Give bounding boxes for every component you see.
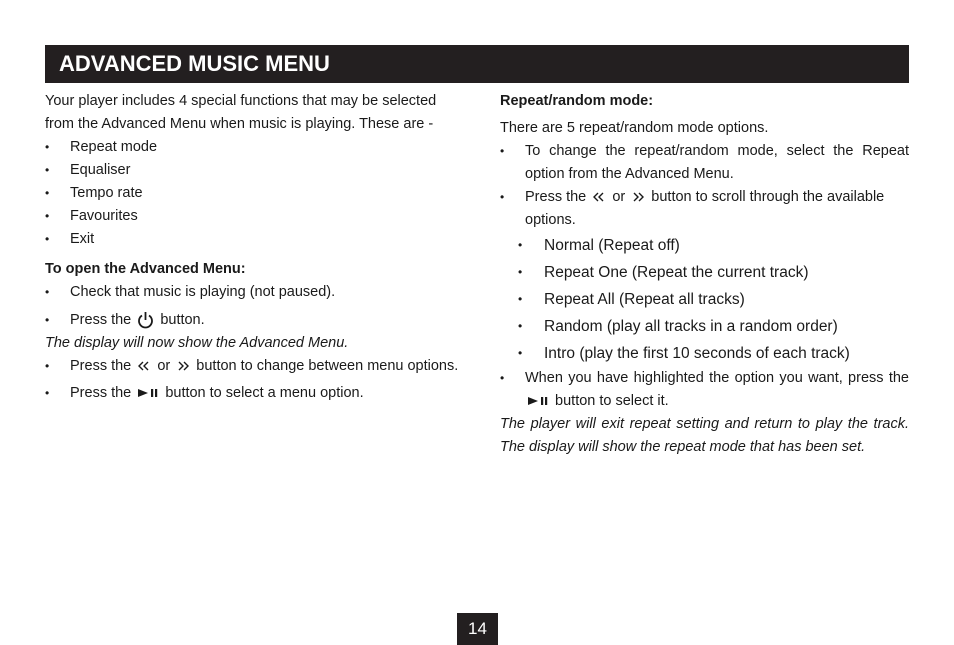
list-item — [45, 355, 460, 378]
open-steps-list — [45, 281, 460, 332]
step-text: Press the — [70, 385, 132, 401]
left-column — [45, 90, 460, 405]
list-item — [500, 367, 909, 413]
repeat-intro: There are 5 repeat/random mode options. — [500, 120, 769, 136]
section-header — [45, 45, 909, 83]
list-item: • Exit — [45, 228, 460, 251]
step-text: Press the — [70, 358, 132, 374]
double-chevron-left-icon — [592, 191, 606, 203]
display-note: The display will now show the Advanced Menu. — [45, 335, 349, 351]
open-menu-heading: To open the Advanced Menu: — [45, 261, 246, 277]
step-text: button to select a menu option. — [165, 385, 364, 401]
list-item: • Intro (play the first 10 seconds of each track) — [500, 340, 909, 367]
list-item: • Favourites — [45, 205, 460, 228]
list-item: • Repeat All (Repeat all tracks) — [500, 286, 909, 313]
double-chevron-left-icon — [137, 360, 151, 372]
functions-list — [45, 136, 460, 251]
list-item: • Tempo rate — [45, 182, 460, 205]
step-text: When you have highlighted the option you want, press the — [525, 370, 909, 386]
page-title: ADVANCED MUSIC MENU — [59, 51, 330, 76]
play-pause-icon — [137, 388, 159, 398]
exit-note: The player will exit repeat setting and return to play the track. The display will show the repeat mode that has been set. — [500, 416, 909, 455]
step-text: Press the — [525, 189, 587, 205]
power-icon — [137, 311, 154, 329]
list-item: • Check that music is playing (not paused). — [45, 281, 460, 304]
select-steps-list — [500, 367, 909, 413]
repeat-options-list — [500, 232, 909, 367]
list-item: • Repeat One (Repeat the current track) — [500, 259, 909, 286]
right-column — [500, 90, 909, 459]
step-text: button to scroll through the available options. — [525, 189, 885, 228]
repeat-steps-list — [500, 140, 909, 232]
double-chevron-right-icon — [176, 360, 190, 372]
list-item: • To change the repeat/random mode, select the Repeat option from the Advanced Menu. — [500, 140, 909, 186]
play-pause-icon — [527, 396, 549, 406]
list-item — [45, 309, 460, 332]
list-item — [500, 186, 909, 232]
repeat-heading: Repeat/random mode: — [500, 93, 654, 109]
step-text: button. — [160, 312, 205, 328]
step-text: Press the — [70, 312, 132, 328]
intro-text: Your player includes 4 special functions that may be selected from the Advanced Menu when music is playing. These are - — [45, 93, 437, 132]
step-text: button to change between menu options. — [196, 358, 459, 374]
step-text: or — [612, 189, 626, 205]
list-item — [45, 382, 460, 405]
double-chevron-right-icon — [631, 191, 645, 203]
list-item: • Equaliser — [45, 159, 460, 182]
nav-steps-list — [45, 355, 460, 405]
list-item: • Random (play all tracks in a random order) — [500, 313, 909, 340]
step-text: button to select it. — [555, 393, 669, 409]
list-item: • Repeat mode — [45, 136, 460, 159]
list-item: • Normal (Repeat off) — [500, 232, 909, 259]
step-text: or — [157, 358, 171, 374]
page-number: 14 — [457, 613, 498, 645]
